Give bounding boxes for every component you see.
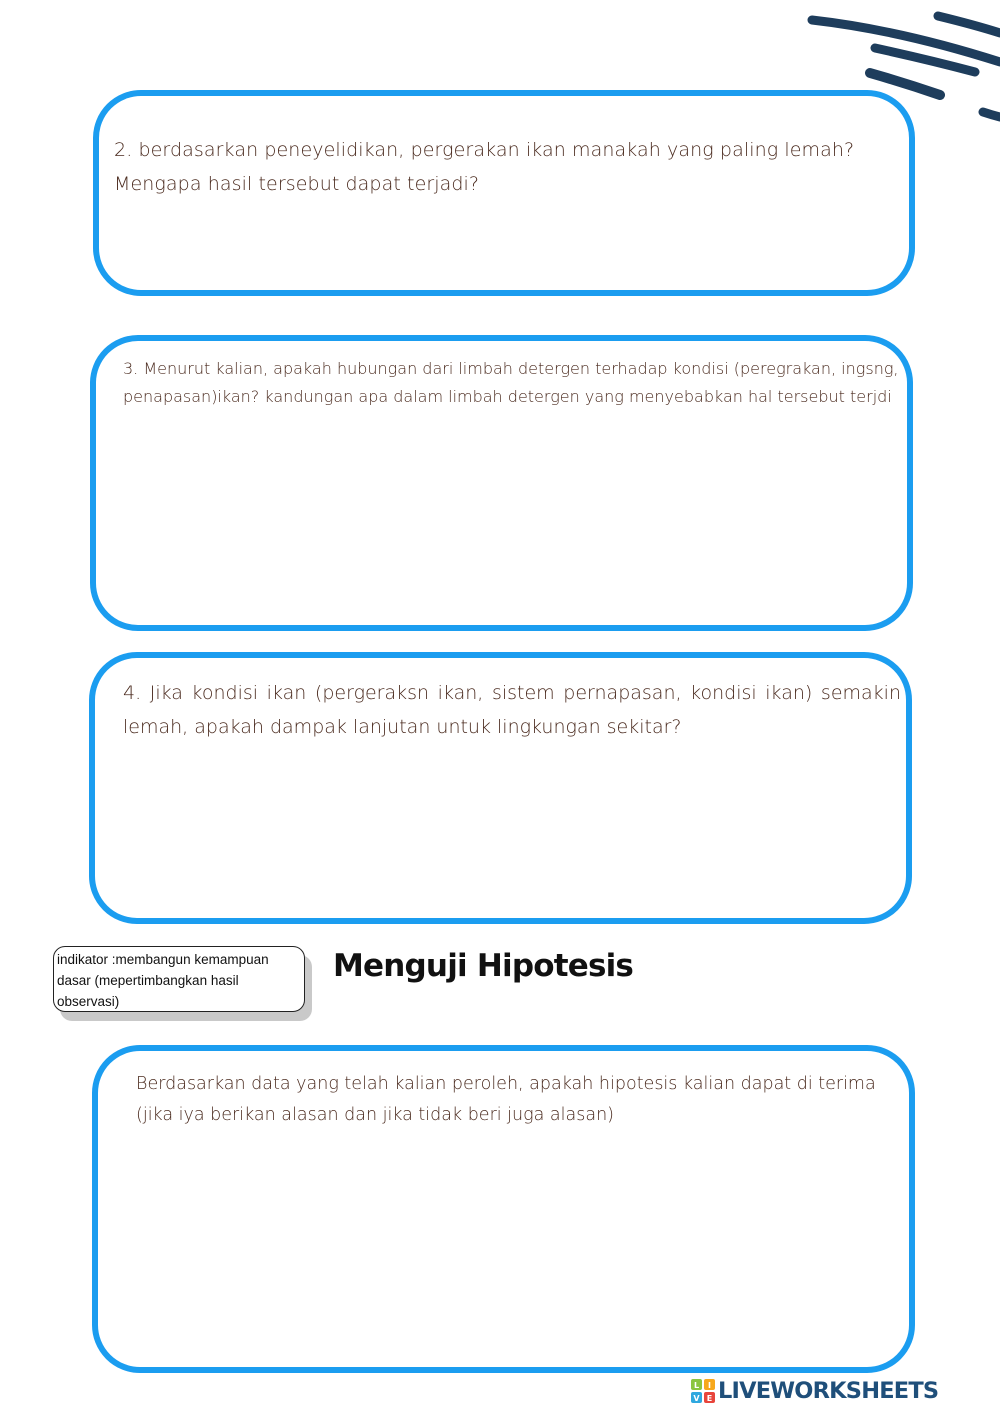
svg-text:I: I	[708, 1381, 711, 1390]
question-4-answer-box[interactable]	[89, 652, 912, 924]
liveworksheets-watermark	[691, 1375, 938, 1407]
indicator-note	[53, 946, 305, 1012]
section-title: Menguji Hipotesis	[333, 948, 634, 984]
liveworksheets-logo-icon	[691, 1379, 715, 1403]
question-2-text: 2. berdasarkan peneyelidikan, pergerakan ikan manakah yang paling lemah? Mengapa hasil tersebut dapat terjadi?	[114, 139, 855, 195]
question-2-answer-box[interactable]	[93, 90, 915, 296]
hypothesis-answer-box[interactable]	[92, 1045, 915, 1373]
question-4-text: 4. Jika kondisi ikan (pergeraksn ikan, sistem pernapasan, kondisi ikan) semakin lemah, apakah dampak lanjutan untuk lingkungan sekitar?	[123, 682, 901, 738]
question-3-text: 3. Menurut kalian, apakah hubungan dari limbah detergen terhadap kondisi (peregrakan, ingsng, penapasan)ikan? kandungan apa dalam limbah detergen yang menyebabkan hal tersebut terjdi	[123, 359, 899, 406]
svg-text:V: V	[693, 1394, 700, 1403]
watermark-text: LIVEWORKSHEETS	[718, 1378, 939, 1404]
svg-text:E: E	[706, 1394, 713, 1403]
question-3-answer-box[interactable]	[90, 335, 913, 631]
svg-text:L: L	[693, 1381, 700, 1390]
hypothesis-question-text: Berdasarkan data yang telah kalian peroleh, apakah hipotesis kalian dapat di terima (jika iya berikan alasan dan jika tidak beri juga alasan)	[136, 1074, 876, 1125]
indicator-text: indikator :membangun kemampuan dasar (mepertimbangkan hasil observasi)	[57, 952, 269, 1009]
